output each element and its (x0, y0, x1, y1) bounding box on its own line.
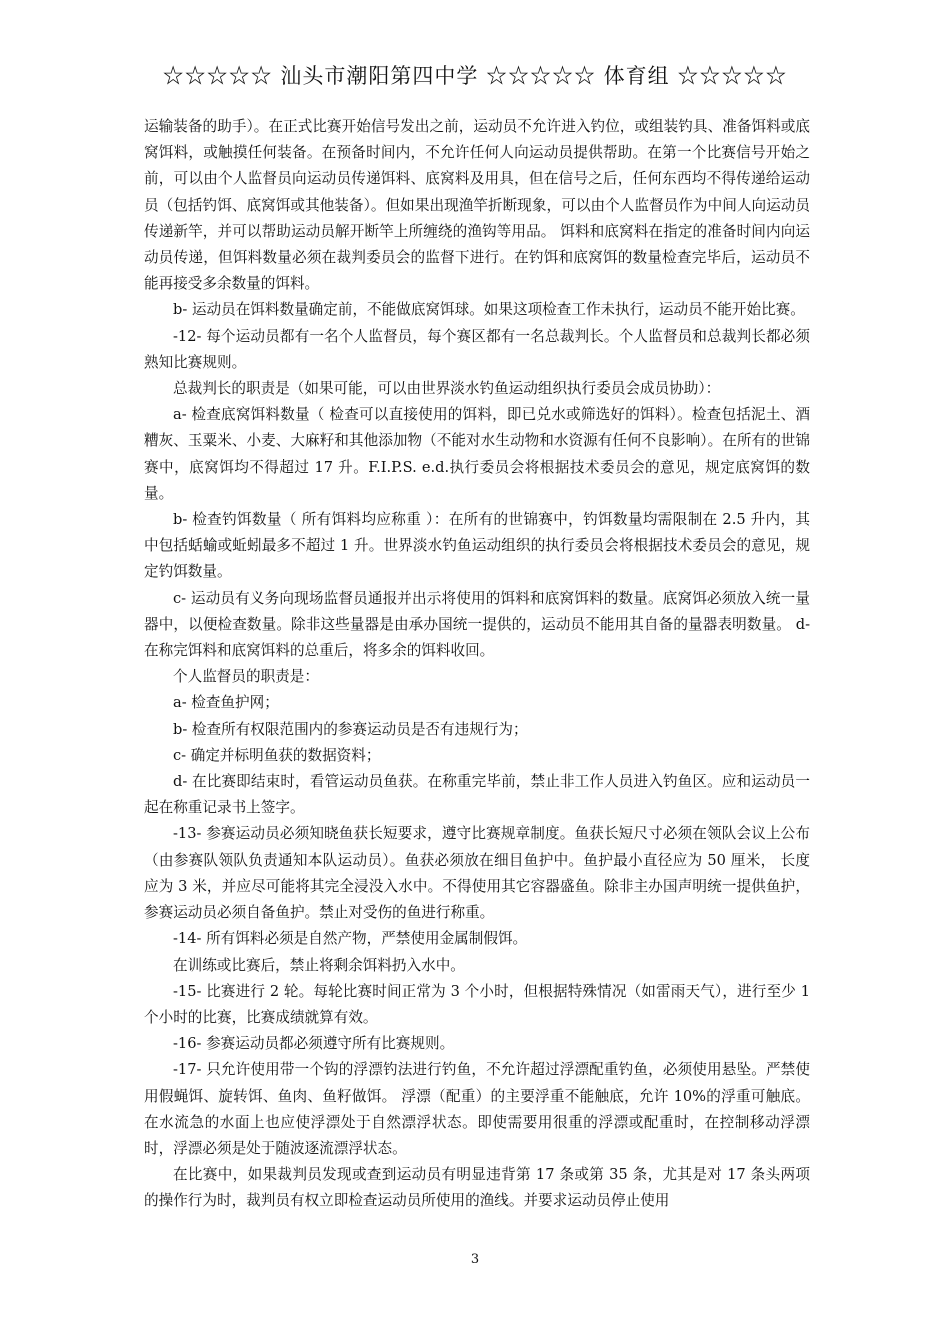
paragraph: -16- 参赛运动员都必须遵守所有比赛规则。 (173, 1035, 455, 1053)
paragraph: a- 检查底窝饵料数量（ 检查可以直接使用的饵料，即已兑水或筛选好的饵料）。检查包括泥土、酒糟灰、玉粟米、小麦、大麻籽和其他添加物（不能对水生动物和水资源有任何不良影响）。在所有的世锦赛中，底窝饵均不得超过 17 升。F.I.P.S. e.d.执行委员会将根据技术委员会的意见，规定底窝饵的数量。 (144, 406, 810, 502)
body-text (144, 114, 810, 1215)
paragraph: b- 检查钓饵数量（ 所有饵料均应称重 ）：在所有的世锦赛中，钓饵数量均需限制在 2.5 升内，其中包括蛞蝓或蚯蚓最多不超过 1 升。世界淡水钓鱼运动组织的执行委员会将根据技术委员会的意见，规定钓饵数量。 (144, 511, 810, 581)
page-header: ☆☆☆☆☆ 汕头市潮阳第四中学 ☆☆☆☆☆ 体育组 ☆☆☆☆☆ (162, 64, 788, 88)
paragraph: -14- 所有饵料必须是自然产物，严禁使用金属制假饵。 (173, 930, 528, 948)
paragraph: a- 检查鱼护网； (173, 694, 279, 712)
paragraph: c- 确定并标明鱼获的数据资料； (173, 746, 381, 764)
paragraph: -13- 参赛运动员必须知晓鱼获长短要求，遵守比赛规章制度。鱼获长短尺寸必须在领队会议上公布（由参赛队领队负责通知本队运动员）。鱼获必须放在细目鱼护中。鱼护最小直径应为 50 厘米， 长度应为 3 米，并应尽可能将其完全浸没入水中。不得使用其它容器盛鱼。除非主办国声明统一提供鱼护，参赛运动员必须自备鱼护。禁止对受伤的鱼进行称重。 (144, 825, 810, 922)
paragraph: 个人监督员的职责是： (173, 668, 319, 686)
paragraph: 总裁判长的职责是（如果可能，可以由世界淡水钓鱼运动组织执行委员会成员协助）： (173, 380, 721, 398)
page-number: 3 (470, 1252, 480, 1267)
paragraph: b- 检查所有权限范围内的参赛运动员是否有违规行为； (173, 720, 528, 738)
paragraph: -15- 比赛进行 2 轮。每轮比赛时间正常为 3 个小时，但根据特殊情况（如雷雨天气），进行至少 1 个小时的比赛，比赛成绩就算有效。 (144, 982, 810, 1026)
paragraph: -17- 只允许使用带一个钩的浮漂钓法进行钓鱼，不允许超过浮漂配重钓鱼，必须使用悬坠。严禁使用假蝇饵、旋转饵、鱼肉、鱼籽做饵。 浮漂（配重）的主要浮重不能触底，允许 10%的浮重可触底。在水流急的水面上也应使浮漂处于自然漂浮状态。即使需要用很重的浮漂或配重时，在控制移动浮漂时，浮漂必须是处于随波逐流漂浮状态。 (144, 1061, 810, 1157)
paragraph: -12- 每个运动员都有一名个人监督员，每个赛区都有一名总裁判长。个人监督员和总裁判长都必须熟知比赛规则。 (144, 327, 810, 371)
paragraph: c- 运动员有义务向现场监督员通报并出示将使用的饵料和底窝饵料的数量。底窝饵必须放入统一量器中，以便检查数量。除非这些量器是由承办国统一提供的，运动员不能用其自备的量器表明数量。 d- 在称完饵料和底窝饵料的总重后，将多余的饵料收回。 (144, 589, 810, 660)
paragraph: 运输装备的助手）。在正式比赛开始信号发出之前，运动员不允许进入钓位，或组装钓具、准备饵料或底窝饵料，或触摸任何装备。在预备时间内，不允许任何人向运动员提供帮助。在第一个比赛信号开始之前，可以由个人监督员向运动员传递饵料、底窝料及用具，但在信号之后，任何东西均不得传递给运动员（包括钓饵、底窝饵或其他装备）。但如果出现渔竿折断现象，可以由个人监督员作为中间人向运动员传递新竿，并可以帮助运动员解开断竿上所缠绕的渔钩等用品。 饵料和底窝料在指定的准备时间内向运动员传递，但饵料数量必须在裁判委员会的监督下进行。在钓饵和底窝饵的数量检查完毕后，运动员不能再接受多余数量的饵料。 (144, 118, 810, 293)
paragraph: b- 运动员在饵料数量确定前，不能做底窝饵球。如果这项检查工作未执行，运动员不能开始比赛。 (173, 301, 805, 319)
paragraph: 在训练或比赛后，禁止将剩余饵料扔入水中。 (173, 956, 465, 974)
paragraph: d- 在比赛即结束时，看管运动员鱼获。在称重完毕前，禁止非工作人员进入钓鱼区。应和运动员一起在称重记录书上签字。 (144, 773, 810, 817)
paragraph: 在比赛中，如果裁判员发现或查到运动员有明显违背第 17 条或第 35 条，尤其是对 17 条头两项的操作行为时，裁判员有权立即检查运动员所使用的渔线。并要求运动员停止使用 (144, 1166, 810, 1210)
